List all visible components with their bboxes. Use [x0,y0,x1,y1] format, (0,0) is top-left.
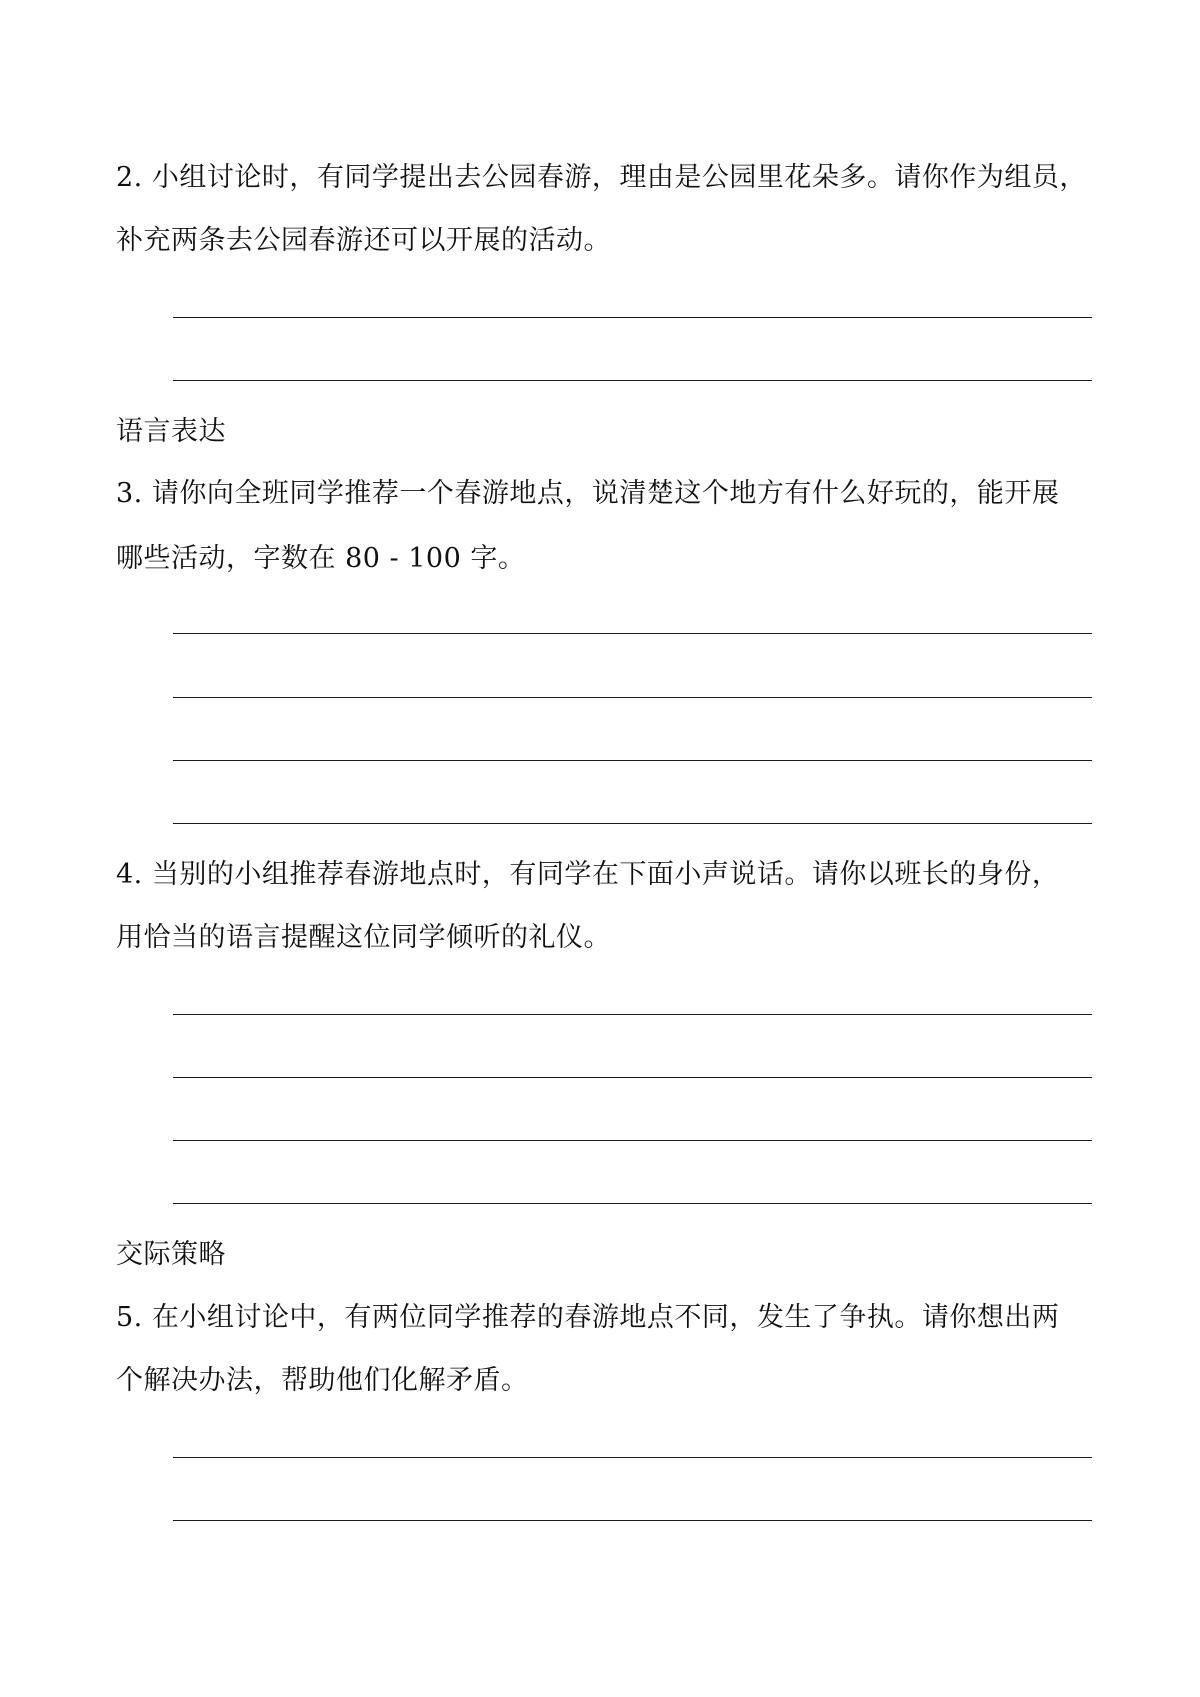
question-4-line-1: 4. 当别的小组推荐春游地点时，有同学在下面小声说话。请你以班长的身份， [116,859,1060,890]
answer-line[interactable] [173,1014,1092,1015]
section-heading-language: 语言表达 [116,416,226,447]
answer-line[interactable] [173,823,1092,824]
answer-line[interactable] [173,1457,1092,1458]
question-2-line-1: 2. 小组讨论时，有同学提出去公园春游，理由是公园里花朵多。请你作为组员， [116,162,1087,193]
question-5-line-1: 5. 在小组讨论中，有两位同学推荐的春游地点不同，发生了争执。请你想出两 [116,1302,1060,1333]
answer-line[interactable] [173,633,1092,634]
answer-line[interactable] [173,1077,1092,1078]
question-3-line-2: 哪些活动，字数在 80 - 100 字。 [116,543,526,574]
question-4-line-2: 用恰当的语言提醒这位同学倾听的礼仪。 [116,922,611,953]
answer-line[interactable] [173,380,1092,381]
question-3-line-1: 3. 请你向全班同学推荐一个春游地点，说清楚这个地方有什么好玩的，能开展 [116,478,1060,509]
answer-line[interactable] [173,317,1092,318]
question-2-line-2: 补充两条去公园春游还可以开展的活动。 [116,225,611,256]
answer-line[interactable] [173,760,1092,761]
section-heading-strategy: 交际策略 [116,1239,226,1270]
answer-line[interactable] [173,1140,1092,1141]
question-5-line-2: 个解决办法，帮助他们化解矛盾。 [116,1365,529,1396]
answer-line[interactable] [173,1203,1092,1204]
answer-line[interactable] [173,697,1092,698]
answer-line[interactable] [173,1520,1092,1521]
